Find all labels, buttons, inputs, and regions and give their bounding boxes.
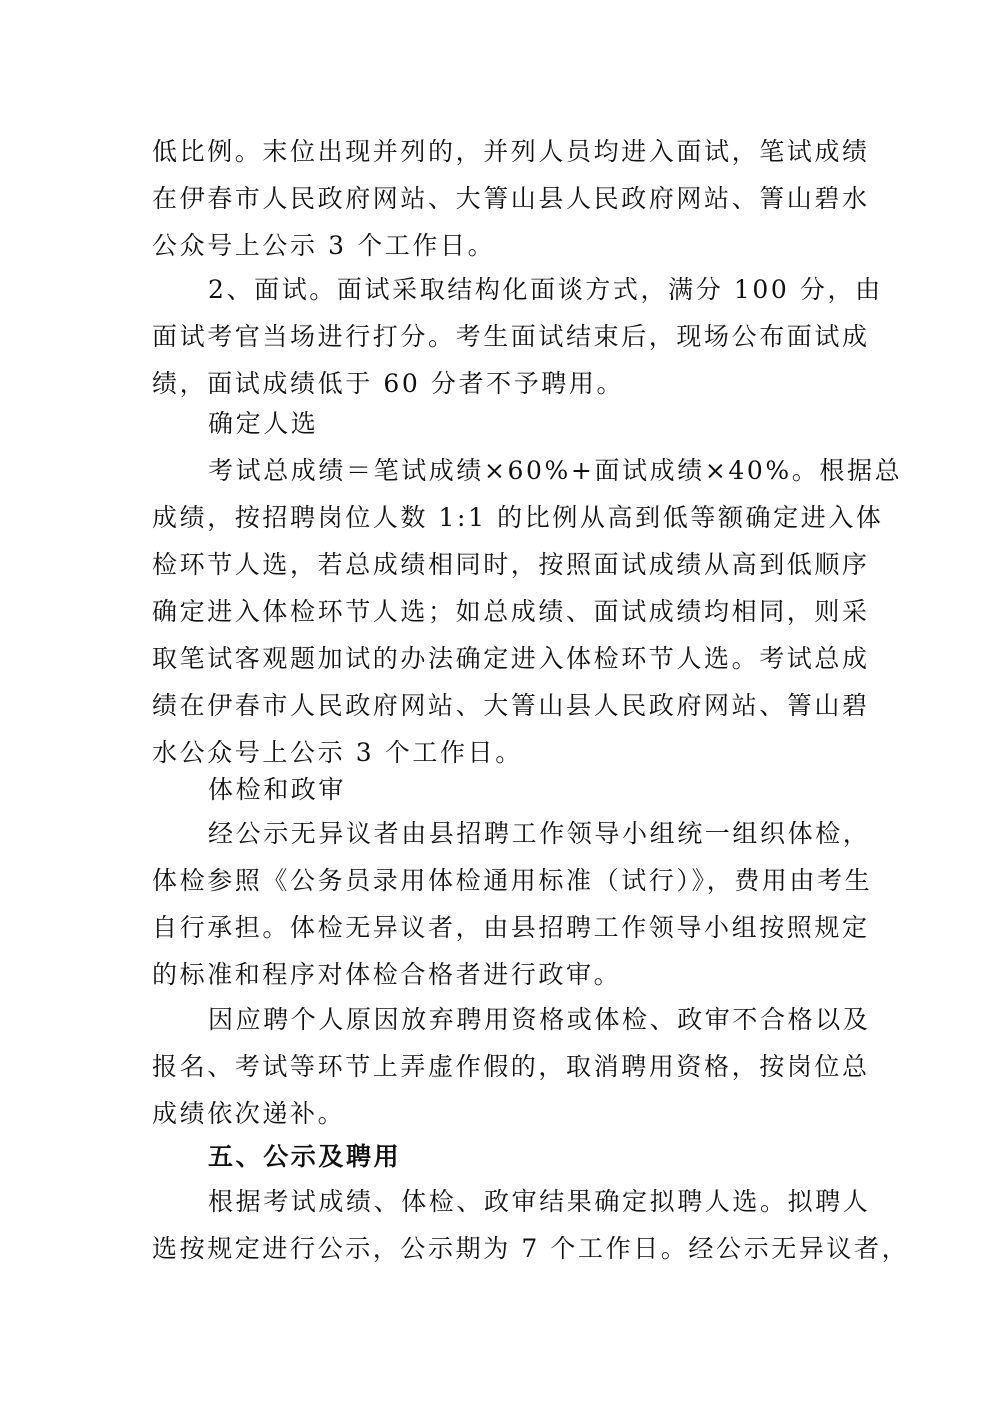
text-line: 根据考试成绩、体检、政审结果确定拟聘人选。拟聘人 [208,1187,871,1216]
paragraph-total-score [152,447,903,776]
text-line: 2、面试。面试采取结构化面谈方式，满分 100 分，由 [208,275,883,304]
section-heading-physical-exam: 体检和政审 [208,775,347,804]
text-line: 考试总成绩＝笔试成绩×60%+面试成绩×40%。根据总 [208,456,903,485]
text-line: 体检参照《公务员录用体检通用标准（试行）》，费用由考生 [152,866,873,895]
text-line: 经公示无异议者由县招聘工作领导小组统一组织体检， [208,819,871,848]
text-line: 低比例。末位出现并列的，并列人员均进入面试，笔试成绩 [152,137,870,166]
text-line: 绩在伊春市人民政府网站、大箐山县人民政府网站、箐山碧 [152,691,870,720]
paragraph-interview [152,266,883,407]
paragraph-physical-exam [152,810,873,998]
section-heading-determine-candidates: 确定人选 [208,409,319,438]
text-line: 因应聘个人原因放弃聘用资格或体检、政审不合格以及 [208,1005,871,1034]
text-line: 面试考官当场进行打分。考生面试结束后，现场公布面试成 [152,322,870,351]
paragraph-publication [152,1178,910,1272]
text-line: 取笔试客观题加试的办法确定进入体检环节人选。考试总成 [152,644,870,673]
paragraph-written-exam-publication [152,128,870,269]
text-line: 自行承担。体检无异议者，由县招聘工作领导小组按照规定 [152,913,870,942]
text-line: 报名、考试等环节上弄虚作假的，取消聘用资格，按岗位总 [152,1052,870,1081]
text-line: 在伊春市人民政府网站、大箐山县人民政府网站、箐山碧水 [152,184,870,213]
section-heading-publication-employment: 五、公示及聘用 [208,1142,402,1171]
text-line: 绩，面试成绩低于 60 分者不予聘用。 [152,369,625,398]
text-line: 水公众号上公示 3 个工作日。 [152,738,523,767]
text-line: 成绩依次递补。 [152,1099,346,1128]
text-line: 公众号上公示 3 个工作日。 [152,231,496,260]
text-line: 选按规定进行公示，公示期为 7 个工作日。经公示无异议者， [152,1234,910,1263]
text-line: 成绩，按招聘岗位人数 1:1 的比例从高到低等额确定进入体 [152,503,884,532]
text-line: 的标准和程序对体检合格者进行政审。 [152,960,622,989]
paragraph-disqualification [152,996,871,1137]
text-line: 检环节人选，若总成绩相同时，按照面试成绩从高到低顺序 [152,550,870,579]
text-line: 确定进入体检环节人选；如总成绩、面试成绩均相同，则采 [152,597,870,626]
